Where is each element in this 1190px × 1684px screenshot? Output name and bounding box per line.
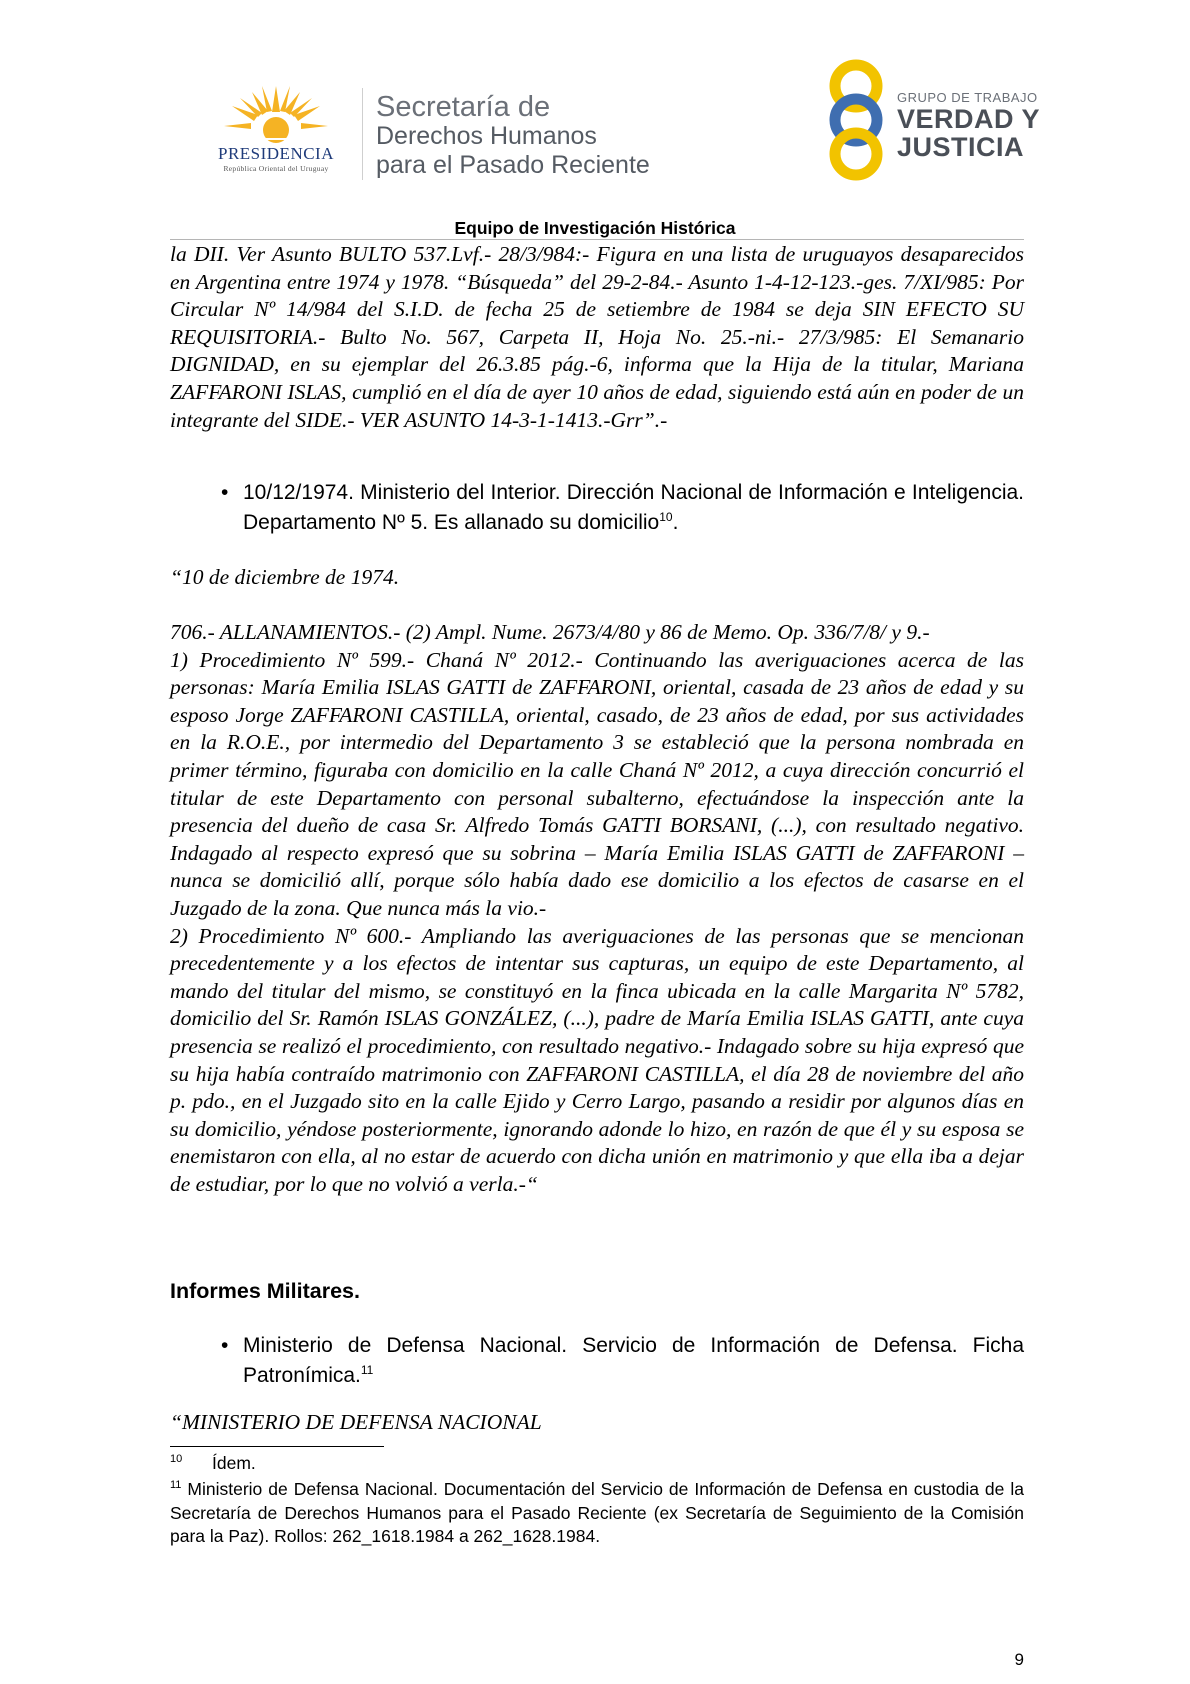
grupo-line-2: VERDAD Y xyxy=(897,104,1041,134)
footnote-ref-10: 10 xyxy=(659,510,673,524)
presidencia-sub: República Oriental del Uruguay xyxy=(223,164,329,173)
paragraph-3: 2) Procedimiento Nº 600.- Ampliando las averiguaciones de las personas que se mencionan precedentemente y a los efectos de intentar sus capturas, un equipo de este Departamento, al mando del titular del mismo, se constituyó en la finca ubicada en la calle Margarita Nº 5782, domicilio del Sr. Ramón ISLAS GONZÁLEZ, (...), padre de María Emilia ISLAS GATTI, ante cuya presencia se realizó el procedimiento, con resultado negativo.- Indagado sobre su hija expresó que su hija había contraído matrimonio con ZAFFARONI CASTILLA, el día 28 de noviembre del año p. pdo., en el Juzgado sito en la calle Ejido y Cerro Largo, pasando a residir por algunos días en su domicilio, yéndose posteriormente, ignorando adonde lo hizo, en razón de que él y su esposa se enemistaron con ella, al no estar de acuerdo con dicha unión en matrimonio y que ella iba a dejar de estudiar, por lo que no volvió a verla.-“ xyxy=(170,923,1024,1196)
bullet-1-period: . xyxy=(672,511,679,534)
footnote-mark: 11 xyxy=(170,1479,182,1492)
footnote-11 xyxy=(170,1478,1024,1549)
bullet-1-text: 10/12/1974. Ministerio del Interior. Dirección Nacional de Información e Inteligencia. Departamento Nº 5. Es allanado su domicilio xyxy=(243,481,1024,534)
header-rule xyxy=(170,239,1024,240)
bullet-2-text: Ministerio de Defensa Nacional. Servicio de Información de Defensa. Ficha Patronímica. xyxy=(243,1334,1024,1387)
secretaria-line-2: Derechos Humanos xyxy=(376,122,597,150)
bullet-item-2 xyxy=(221,1331,1024,1391)
footnote-ref-11: 11 xyxy=(360,1363,374,1377)
logo-divider xyxy=(362,88,363,180)
quote-ministerio: “MINISTERIO DE DEFENSA NACIONAL xyxy=(170,1410,542,1434)
bullet-dot: • xyxy=(221,1334,229,1357)
footnote-text: Ídem. xyxy=(212,1453,256,1473)
presidencia-label: PRESIDENCIA xyxy=(217,144,334,163)
letterhead xyxy=(0,0,1190,240)
footnote-text: Ministerio de Defensa Nacional. Documentación del Servicio de Información de Defensa en custodia de la Secretaría de Derechos Humanos para el Pasado Reciente (ex Secretaría de Seguimiento de la Comisión para la Paz). Rollos: 262_1618.1984 a 262_1628.1984. xyxy=(170,1479,1024,1547)
paragraph-2 xyxy=(170,619,1024,1198)
paragraph-1: la DII. Ver Asunto BULTO 537.Lvf.- 28/3/984:- Figura en una lista de uruguayos desaparecidos en Argentina entre 1974 y 1978. “Búsqueda” del 29-2-84.- Asunto 1-4-12-123.-ges. 7/XI/985: Por Circular Nº 14/984 del S.I.D. de fecha 25 de setiembre de 1984 se deja SIN EFECTO SU REQUISITORIA.- Bulto No. 567, Carpeta II, Hoja No. 25.-ni.- 27/3/985: El Semanario DIGNIDAD, en su ejemplar del 26.3.85 pág.-6, informa que la Hija de la titular, Mariana ZAFFARONI ISLAS, cumplió en el día de ayer 10 años de edad, siguiendo está aún en poder de un integrante del SIDE.- VER ASUNTO 14-3-1-1413.-Grr”.- xyxy=(170,242,1024,432)
secretaria-line-3: para el Pasado Reciente xyxy=(376,151,650,179)
quote-date: “10 de diciembre de 1974. xyxy=(170,565,400,589)
team-heading: Equipo de Investigación Histórica xyxy=(454,218,736,238)
page-number: 9 xyxy=(1014,1650,1024,1669)
secretaria-title xyxy=(376,92,650,180)
secretaria-line-1: Secretaría de xyxy=(376,91,551,123)
footnote-rule xyxy=(170,1446,384,1447)
paragraph-2-line-1: 706.- ALLANAMIENTOS.- (2) Ampl. Nume. 2673/4/80 y 86 de Memo. Op. 336/7/8/ y 9.- xyxy=(170,620,930,644)
bullet-item-1 xyxy=(221,478,1024,538)
grupo-line-1: GRUPO DE TRABAJO xyxy=(897,90,1038,105)
paragraph-2-body: 1) Procedimiento Nº 599.- Chaná Nº 2012.- Continuando las averiguaciones acerca de las personas: María Emilia ISLAS GATTI de ZAFFARONI, oriental, casada de 23 años de edad y su esposo Jorge ZAFFARONI CASTILLA, oriental, casado, de 23 años de edad, por sus actividades en la R.O.E., por intermedio del Departamento 3 se estableció que la persona nombrada en primer término, figuraba con domicilio en la calle Chaná Nº 2012, a cuya dirección concurrió el titular de este Departamento con personal subalterno, efectuándose la inspección ante la presencia del dueño de casa Sr. Alfredo Tomás GATTI BORSANI, (...), con resultado negativo. Indagado al respecto expresó que su sobrina – María Emilia ISLAS GATTI de ZAFFARONI – nunca se domicilió allí, porque sólo había dado ese domicilio a los efectos de casarse en el Juzgado de la zona. Que nunca más la vio.- xyxy=(170,647,1024,920)
section-heading: Informes Militares. xyxy=(170,1279,360,1303)
grupo-line-3: JUSTICIA xyxy=(897,132,1025,162)
grupo-trabajo-title xyxy=(897,90,1040,161)
verdad-justicia-rings-logo xyxy=(820,58,892,182)
bullet-dot: • xyxy=(221,481,229,504)
footnote-10: 10 Ídem. xyxy=(170,1453,256,1473)
